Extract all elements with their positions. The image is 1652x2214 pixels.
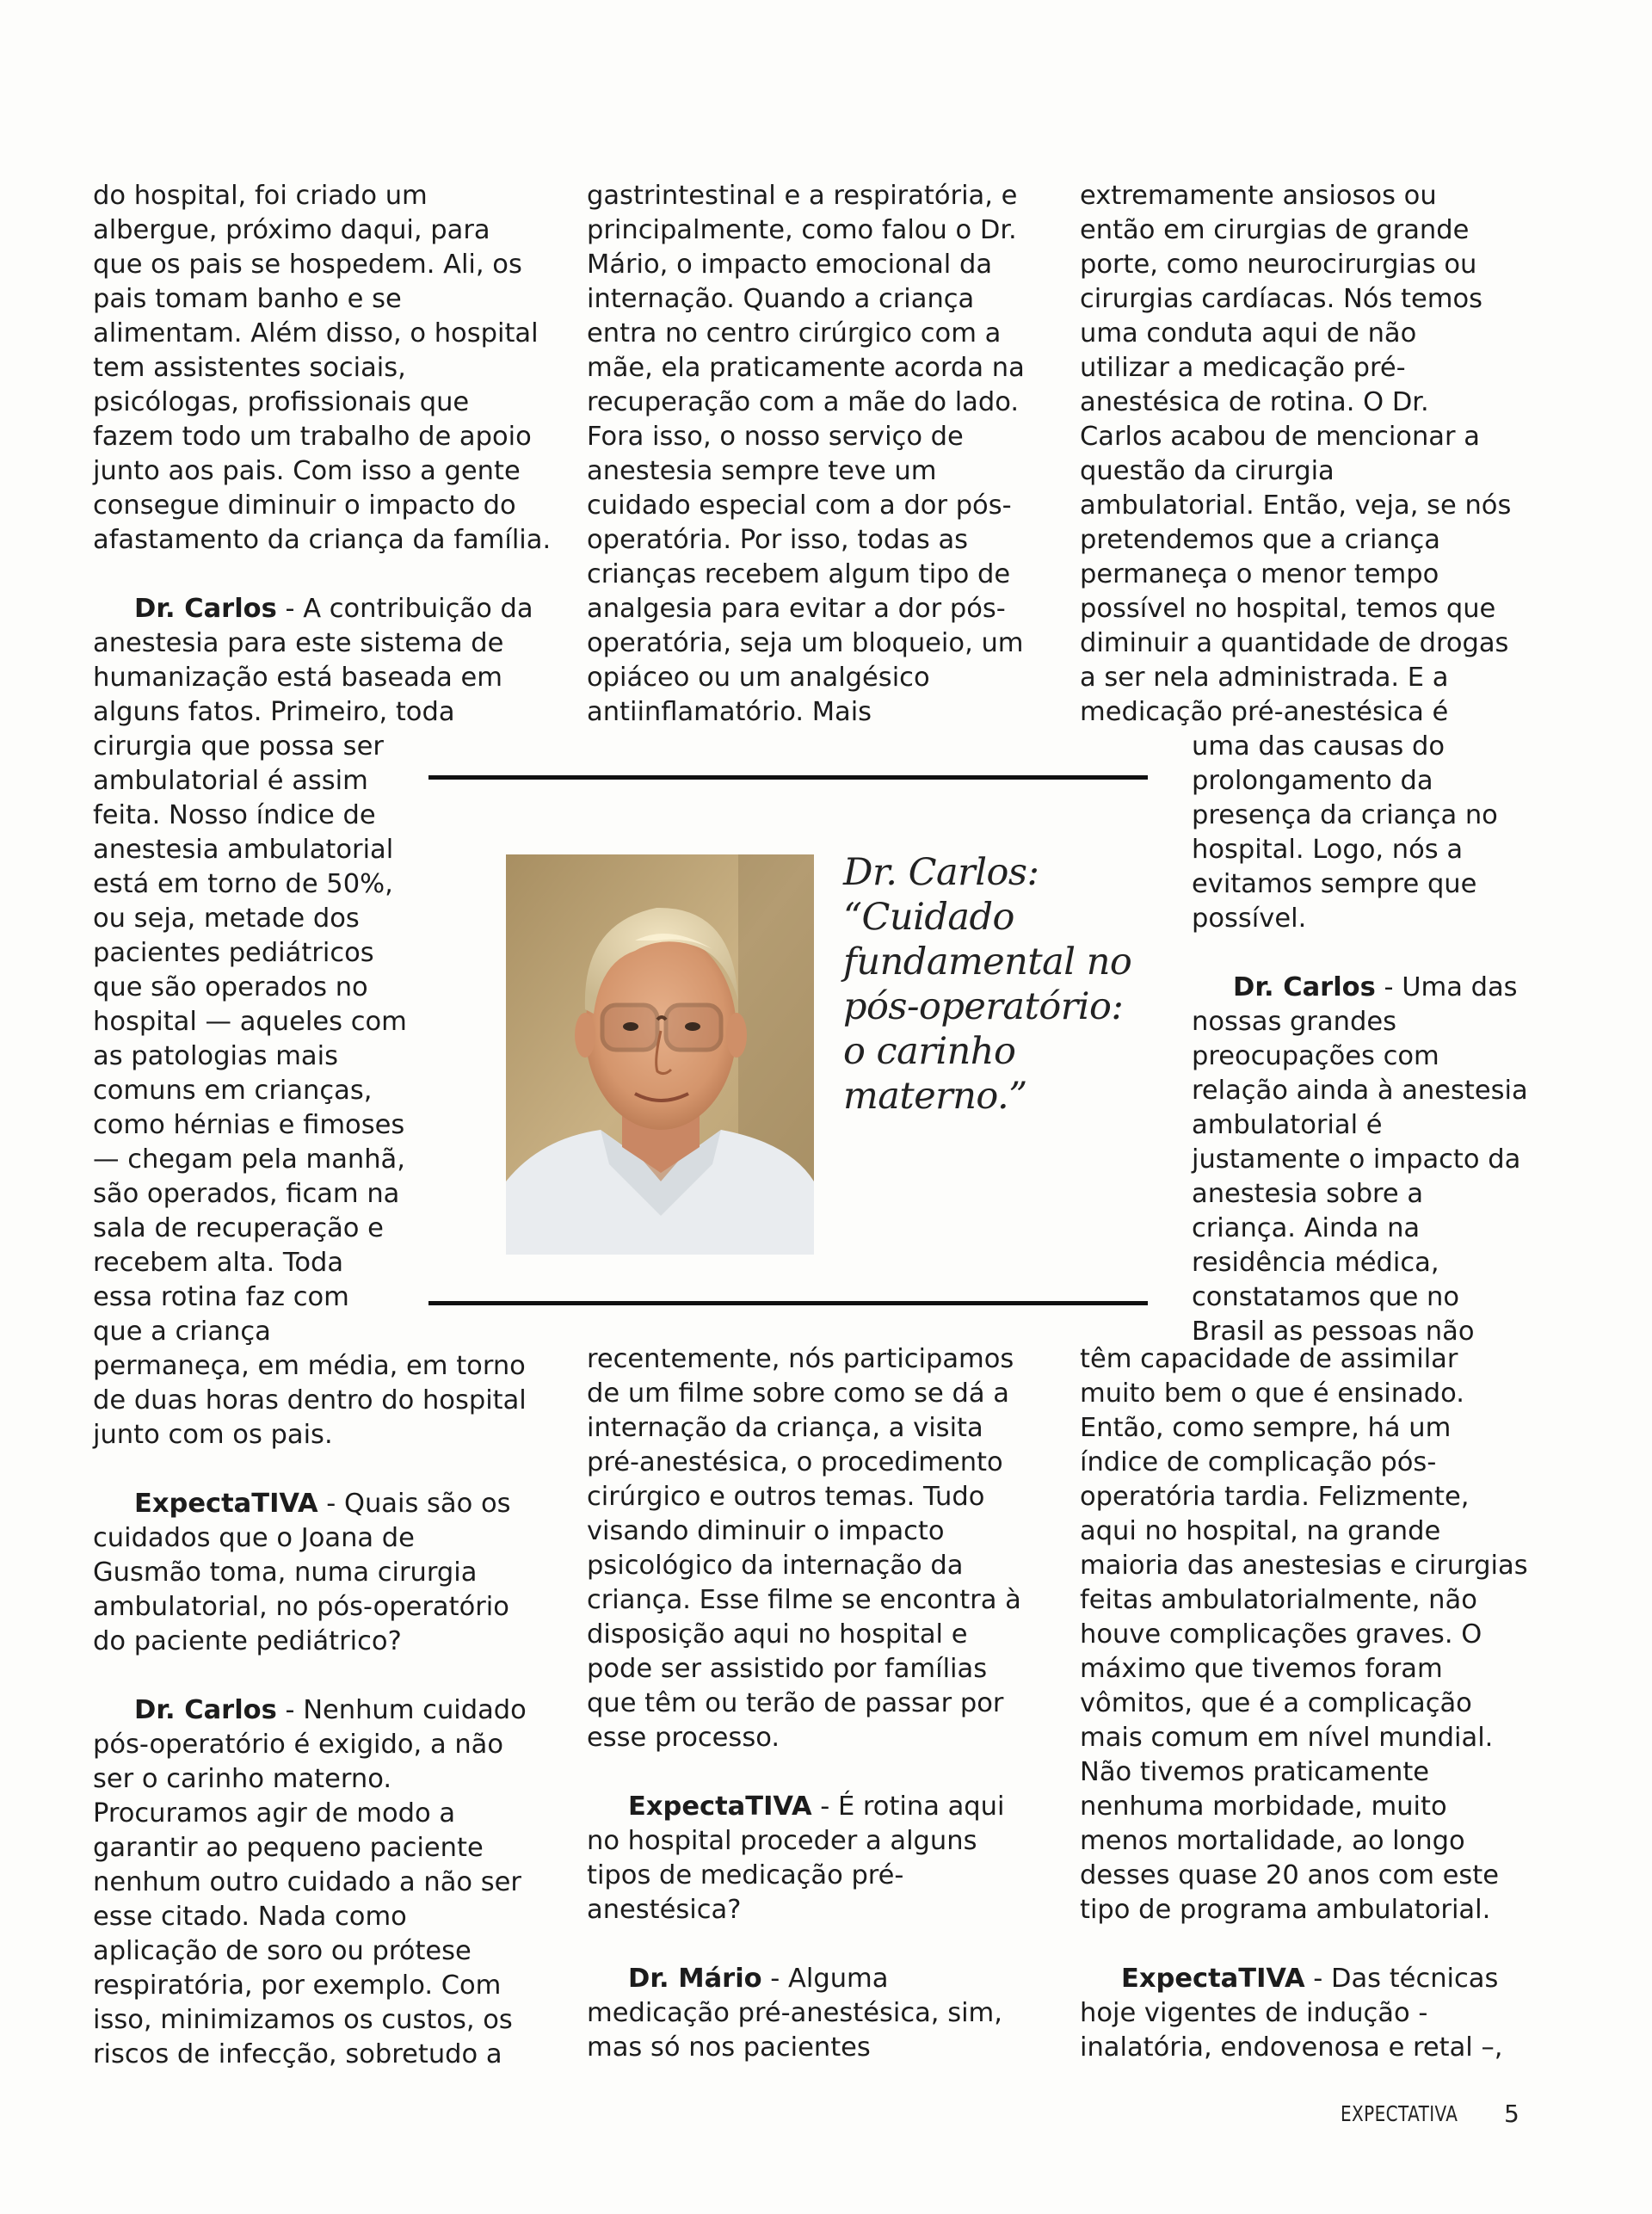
column1-paragraph-1 [93,179,558,558]
text-line: que os pais se hospedem. Ali, os [93,250,522,280]
text-line: presença da criança no [1192,800,1498,830]
article-column-3-bottom [1080,1342,1562,2065]
column1-paragraph-2 [93,592,558,1452]
pull-quote-line: Dr. Carlos: [843,851,1039,894]
text-line: permaneça, em média, em torno [93,1351,526,1381]
text-line: está em torno de 50%, [93,869,393,899]
text-line: pode ser assistido por famílias [587,1654,988,1684]
text-line: cirurgias cardíacas. Nós temos [1080,284,1482,314]
text-line: mãe, ela praticamente acorda na [587,353,1025,383]
text-line: índice de complicação pós- [1080,1447,1437,1477]
text-line: anestesia ambulatorial [93,835,394,865]
text-line: anestesia sobre a [1192,1179,1424,1209]
text-line: Mário, o impacto emocional da [587,250,993,280]
text-line: muito bem o que é ensinado. [1080,1378,1464,1409]
text-line: nenhuma morbidade, muito [1080,1792,1447,1822]
speaker-name: Dr. Carlos [1233,972,1376,1002]
text-line: do hospital, foi criado um [93,181,428,211]
text-line: uma das causas do [1192,731,1446,762]
pull-quote-line: fundamental no [843,940,1132,984]
text-line: Brasil as pessoas não [1192,1317,1475,1347]
paragraph-gap [93,1659,558,1693]
text-line: mais comum em nível mundial. [1080,1723,1494,1753]
text-line: anestesia para este sistema de [93,628,504,658]
text-line: cirurgia que possa ser [93,731,384,762]
text-line: do paciente pediátrico? [93,1626,402,1656]
article-column-2-bottom [587,1342,1051,2065]
article-column-3-top [1080,179,1562,1349]
text-line: gastrintestinal e a respiratória, e [587,181,1018,211]
text-line: Não tivemos praticamente [1080,1757,1430,1787]
text-line [587,1790,1051,1824]
text-line: comuns em crianças, [93,1076,373,1106]
text-line: menos mortalidade, ao longo [1080,1826,1465,1856]
text-segment: - A contribuição da [276,594,533,624]
text-line: Gusmão toma, numa cirurgia [93,1557,478,1588]
pull-quote-line: “Cuidado [843,896,1014,939]
text-line: entra no centro cirúrgico com a [587,318,1002,348]
text-line: riscos de infecção, sobretudo a [93,2039,502,2069]
text-line: junto aos pais. Com isso a gente [93,456,521,486]
text-segment: - Uma das [1375,972,1518,1002]
text-line: permaneça o menor tempo [1080,559,1439,589]
text-line [1080,1962,1562,1996]
text-line: criança. Ainda na [1192,1213,1421,1243]
text-line: houve complicações graves. O [1080,1619,1482,1650]
text-line: albergue, próximo daqui, para [93,215,490,245]
text-line: ou seja, metade dos [93,903,360,934]
text-line: cuidados que o Joana de [93,1523,415,1553]
text-line: cuidado especial com a dor pós- [587,490,1012,521]
text-line: isso, minimizamos os custos, os [93,2005,513,2035]
text-line: tipo de programa ambulatorial. [1080,1895,1491,1925]
text-line: são operados, ficam na [93,1179,400,1209]
text-line: operatória tardia. Felizmente, [1080,1482,1470,1512]
text-line: constatamos que no [1192,1282,1460,1312]
text-line: visando diminuir o impacto [587,1516,945,1546]
text-line: hospital — aqueles com [93,1007,407,1037]
text-line: internação da criança, a visita [587,1413,983,1443]
article-column-1 [93,179,558,2072]
text-line: ambulatorial, no pós-operatório [93,1592,509,1622]
text-line: que são operados no [93,972,368,1002]
paragraph-gap [587,1927,1051,1962]
text-line: ser o carinho materno. [93,1764,392,1794]
text-segment: - Quais são os [317,1489,511,1519]
pullquote-top-rule [428,775,1148,780]
text-line: extremamente ansiosos ou [1080,181,1437,211]
text-line [93,1487,558,1521]
paragraph-gap [587,1755,1051,1790]
speaker-name: ExpectaTIVA [134,1489,318,1519]
text-segment: - É rotina aqui [811,1792,1005,1822]
text-line: analgesia para evitar a dor pós- [587,594,1006,624]
text-segment: - Nenhum cuidado [276,1695,527,1725]
text-line: uma conduta aqui de não [1080,318,1417,348]
text-line: opiáceo ou um analgésico [587,663,930,693]
text-line [587,1962,1051,1996]
text-line: anestesia sempre teve um [587,456,937,486]
text-line: esse processo. [587,1723,780,1753]
speaker-name: ExpectaTIVA [628,1792,812,1822]
text-line: feitas ambulatorialmente, não [1080,1585,1477,1615]
text-line: anestésica de rotina. O Dr. [1080,387,1429,417]
text-line: aqui no hospital, na grande [1080,1516,1441,1546]
text-line: ambulatorial. Então, veja, se nós [1080,490,1512,521]
speaker-name: Dr. Mário [628,1964,762,1994]
text-line [93,592,558,626]
text-line: nenhum outro cuidado a não ser [93,1867,521,1897]
pull-quote-line: pós-operatório: [843,985,1124,1028]
speaker-name: ExpectaTIVA [1121,1964,1305,1994]
text-line: principalmente, como falou o Dr. [587,215,1017,245]
text-line: psicólogas, profissionais que [93,387,470,417]
text-line: então em cirurgias de grande [1080,215,1470,245]
text-line: recebem alta. Toda [93,1248,344,1278]
text-line: — chegam pela manhã, [93,1144,405,1175]
pullquote-bottom-rule [428,1301,1148,1305]
text-line: hospital. Logo, nós a [1192,835,1464,865]
page-number: 5 [1504,2100,1519,2128]
column3-paragraph-3 [1080,1962,1562,2065]
text-line: questão da cirurgia [1080,456,1335,486]
paragraph-gap [93,558,558,592]
text-line: como hérnias e fimoses [93,1110,405,1140]
text-line: respiratória, por exemplo. Com [93,1970,502,2001]
text-line: de um filme sobre como se dá a [587,1378,1009,1409]
text-line [1192,971,1562,1005]
column2-paragraph-1 [587,1342,1051,1755]
text-line: pacientes pediátricos [93,938,374,968]
text-line: recentemente, nós participamos [587,1344,1014,1374]
text-line: preocupações com [1192,1041,1439,1071]
column3-paragraph-continued [1080,1342,1562,1927]
text-segment: - Alguma [761,1964,889,1994]
text-line: Carlos acabou de mencionar a [1080,422,1480,452]
portrait-photo [506,854,814,1255]
text-line: cirúrgico e outros temas. Tudo [587,1482,985,1512]
text-line: anestésica? [587,1895,742,1925]
text-line: residência médica, [1192,1248,1439,1278]
text-line: desses quase 20 anos com este [1080,1860,1499,1890]
text-line: aplicação de soro ou prótese [93,1936,472,1966]
column3-wrapped-text [1192,730,1562,1349]
pull-quote-line: materno.” [843,1075,1027,1118]
text-line: mas só nos pacientes [587,2032,871,2063]
text-line: inalatória, endovenosa e retal –, [1080,2032,1503,2063]
text-line: Então, como sempre, há um [1080,1413,1452,1443]
article-column-2-top [587,179,1051,730]
text-line: internação. Quando a criança [587,284,975,314]
magazine-name: EXPECTATIVA [1341,2101,1458,2126]
text-line: humanização está baseada em [93,663,502,693]
text-line: as patologias mais [93,1041,338,1071]
text-line: antiinflamatório. Mais [587,697,872,727]
text-line: evitamos sempre que [1192,869,1477,899]
text-line: fazem todo um trabalho de apoio [93,422,532,452]
column2-paragraph-2 [587,1790,1051,1927]
text-line: possível no hospital, temos que [1080,594,1496,624]
text-line: têm capacidade de assimilar [1080,1344,1458,1374]
text-line: diminuir a quantidade de drogas [1080,628,1509,658]
text-line: hoje vigentes de indução - [1080,1998,1428,2028]
text-line: alguns fatos. Primeiro, toda [93,697,455,727]
text-line: sala de recuperação e [93,1213,384,1243]
text-line: pretendemos que a criança [1080,525,1440,555]
text-line: maioria das anestesias e cirurgias [1080,1551,1528,1581]
text-line: afastamento da criança da família. [93,525,552,555]
text-line: nossas grandes [1192,1007,1396,1037]
column1-paragraph-3 [93,1487,558,1659]
text-line: recuperação com a mãe do lado. [587,387,1020,417]
text-line: pós-operatório é exigido, a não [93,1730,504,1760]
text-line: máximo que tivemos foram [1080,1654,1443,1684]
text-line [93,1693,558,1728]
text-line: que têm ou terão de passar por [587,1688,1004,1718]
text-line: consegue diminuir o impacto do [93,490,516,521]
paragraph-gap [1192,936,1562,971]
text-line: psicológico da internação da [587,1551,964,1581]
text-line: tipos de medicação pré- [587,1860,904,1890]
text-line: medicação pré-anestésica, sim, [587,1998,1002,2028]
text-line: porte, como neurocirurgias ou [1080,250,1477,280]
text-line: pré-anestésica, o procedimento [587,1447,1003,1477]
text-line: Procuramos agir de modo a [93,1798,456,1829]
text-line: prolongamento da [1192,766,1433,796]
column2-paragraph-3 [587,1962,1051,2065]
text-line: ambulatorial é assim [93,766,368,796]
pull-quote-line: o carinho [843,1030,1016,1073]
text-line: de duas horas dentro do hospital [93,1385,527,1415]
text-line: relação ainda à anestesia [1192,1076,1528,1106]
speaker-name: Dr. Carlos [134,1695,277,1725]
text-line: operatória. Por isso, todas as [587,525,969,555]
text-line: criança. Esse filme se encontra à [587,1585,1021,1615]
text-line: vômitos, que é a complicação [1080,1688,1472,1718]
text-line: justamente o impacto da [1192,1144,1521,1175]
text-line: garantir ao pequeno paciente [93,1833,484,1863]
column1-paragraph-4 [93,1693,558,2072]
text-line: operatória, seja um bloqueio, um [587,628,1024,658]
text-line: ambulatorial é [1192,1110,1383,1140]
text-line: junto com os pais. [93,1420,333,1450]
text-line: a ser nela administrada. E a [1080,663,1449,693]
text-line: no hospital proceder a alguns [587,1826,977,1856]
text-line: alimentam. Além disso, o hospital [93,318,539,348]
portrait-illustration [506,854,814,1255]
paragraph-gap [93,1452,558,1487]
text-line: utilizar a medicação pré- [1080,353,1406,383]
text-line: Fora isso, o nosso serviço de [587,422,964,452]
text-line: crianças recebem algum tipo de [587,559,1011,589]
text-line: possível. [1192,903,1307,934]
text-line: essa rotina faz com [93,1282,349,1312]
text-line: pais tomam banho e se [93,284,402,314]
text-line: tem assistentes sociais, [93,353,406,383]
text-line: medicação pré-anestésica é [1080,697,1449,727]
paragraph-gap [1080,1927,1562,1962]
text-line: disposição aqui no hospital e [587,1619,968,1650]
text-segment: - Das técnicas [1304,1964,1499,1994]
text-line: esse citado. Nada como [93,1902,407,1932]
text-line: feita. Nosso índice de [93,800,376,830]
speaker-name: Dr. Carlos [134,594,277,624]
text-line: que a criança [93,1317,271,1347]
